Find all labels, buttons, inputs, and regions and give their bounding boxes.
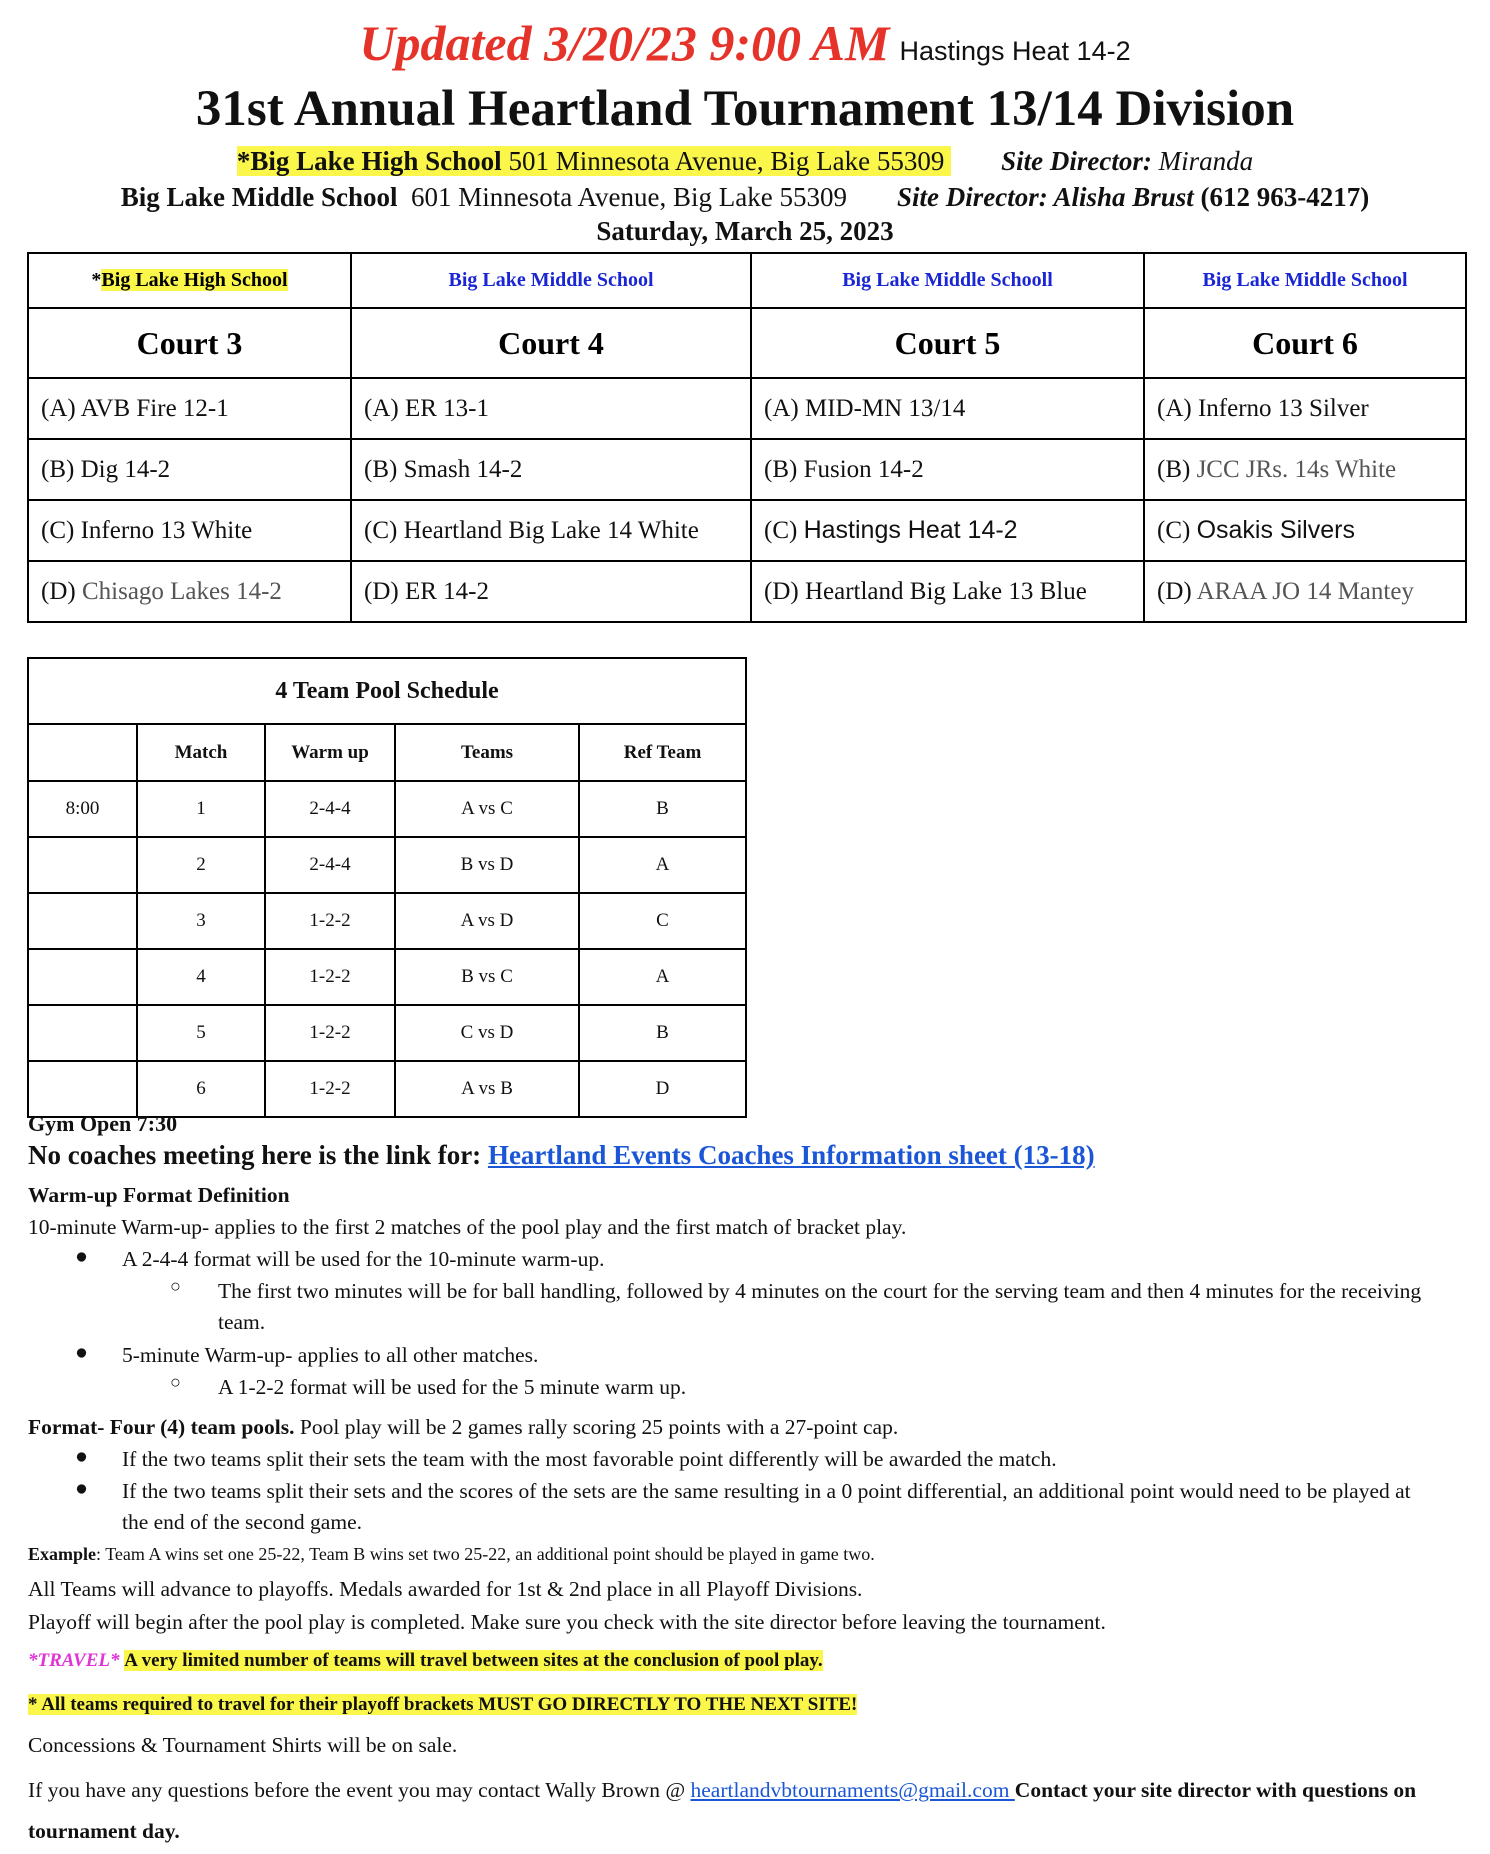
team-cell: (D) Heartland Big Lake 13 Blue: [751, 561, 1144, 622]
bullet-3: If the two teams split their sets the team with the most favorable point differently will be awarded the match.: [122, 1447, 1057, 1471]
cell-teams: A vs B: [395, 1061, 579, 1117]
team-cell: (D) ARAA JO 14 Mantey: [1144, 561, 1466, 622]
site1-star: *: [236, 146, 251, 176]
cell-ref: B: [579, 781, 746, 837]
sub-bullet-2: A 1-2-2 format will be used for the 5 minute warm up.: [218, 1375, 687, 1399]
site2-phone: (612 963-4217): [1193, 182, 1370, 212]
update-line: [0, 14, 1490, 72]
team-row-a: [28, 378, 1466, 439]
example-text: : Team A wins set one 25-22, Team B wins set two 25-22, an additional point should be played in game two.: [96, 1544, 875, 1564]
team-row-b: [28, 439, 1466, 500]
team-cell: (C) Heartland Big Lake 14 White: [351, 500, 751, 561]
travel-text: A very limited number of teams will travel between sites at the conclusion of pool play.: [124, 1650, 823, 1671]
site1-director-label: Site Director:: [1001, 146, 1152, 176]
site2-name: Big Lake Middle School: [120, 182, 398, 212]
travel-all: * All teams required to travel for their playoff brackets MUST GO DIRECTLY TO THE NEXT SITE!: [28, 1694, 858, 1715]
team-cell: (D) Chisago Lakes 14-2: [28, 561, 351, 622]
site1-address: 501 Minnesota Avenue, Big Lake 55309: [501, 146, 952, 176]
table-row: [28, 781, 746, 837]
format-rest: Pool play will be 2 games rally scoring 25 points with a 27-point cap.: [294, 1415, 899, 1439]
contact-prefix: If you have any questions before the event you may contact Wally Brown @: [28, 1778, 691, 1802]
circle-bullet-icon: ○: [170, 1372, 181, 1392]
playoff-line: Playoff will begin after the pool play is completed. Make sure you check with the site director before leaving the tournament.: [28, 1610, 1106, 1634]
site2-address: 601 Minnesota Avenue, Big Lake 55309: [411, 182, 847, 212]
cell-match: 4: [137, 949, 265, 1005]
team-cell: (B) Dig 14-2: [28, 439, 351, 500]
team-cell: (A) AVB Fire 12-1: [28, 378, 351, 439]
team-cell: (D) ER 14-2: [351, 561, 751, 622]
courts-table: [27, 252, 1467, 623]
bullet-1: A 2-4-4 format will be used for the 10-minute warm-up.: [122, 1247, 605, 1271]
site-cell: *Big Lake High School: [28, 253, 351, 308]
site2-director-label: Site Director: Alisha Brust: [896, 182, 1194, 212]
warmup-10: 10-minute Warm-up- applies to the first 2 matches of the pool play and the first match of bracket play.: [28, 1215, 907, 1239]
table-row: [28, 949, 746, 1005]
circle-bullet-icon: ○: [170, 1276, 181, 1296]
cell-warmup: 1-2-2: [265, 1005, 395, 1061]
pool-header: [28, 724, 137, 781]
site2-line: [0, 182, 1490, 213]
bullet-4: If the two teams split their sets and the scores of the sets are the same resulting in a 0 point differential, an additional point would need to be played at the end of the second game.: [122, 1479, 1411, 1534]
cell-warmup: 1-2-2: [265, 949, 395, 1005]
coaches-prefix: No coaches meeting here is the link for:: [28, 1140, 488, 1170]
travel-all-line: [28, 1689, 1468, 1720]
page-title: 31st Annual Heartland Tournament 13/14 Division: [195, 81, 1295, 137]
cell-teams: A vs D: [395, 893, 579, 949]
cell-warmup: 1-2-2: [265, 1061, 395, 1117]
pool-header: Warm up: [265, 724, 395, 781]
example-label: Example: [28, 1544, 97, 1564]
warmup-heading: Warm-up Format Definition: [28, 1183, 290, 1207]
court-name: Court 3: [28, 308, 351, 378]
bullet-icon: ●: [75, 1444, 88, 1468]
pool-header: Ref Team: [579, 724, 746, 781]
site1-name: Big Lake High School: [250, 146, 502, 176]
cell-teams: B vs D: [395, 837, 579, 893]
table-row: [28, 1005, 746, 1061]
team-cell: (A) Inferno 13 Silver: [1144, 378, 1466, 439]
table-row: [28, 893, 746, 949]
team-row-c: [28, 500, 1466, 561]
bullet-2: 5-minute Warm-up- applies to all other matches.: [122, 1343, 539, 1367]
coaches-info-link[interactable]: Heartland Events Coaches Information sheet (13-18): [487, 1140, 1095, 1170]
site-row: [28, 253, 1466, 308]
cell-ref: C: [579, 893, 746, 949]
pool-header-row: [28, 724, 746, 781]
bullet-icon: ●: [75, 1244, 88, 1268]
cell-match: 3: [137, 893, 265, 949]
bullet-icon: ●: [75, 1476, 88, 1500]
advance-line: All Teams will advance to playoffs. Medals awarded for 1st & 2nd place in all Playoff Divisions.: [28, 1577, 863, 1601]
cell-teams: B vs C: [395, 949, 579, 1005]
bullet-icon: ●: [75, 1340, 88, 1364]
concessions-line: Concessions & Tournament Shirts will be on sale.: [28, 1733, 458, 1757]
gym-open: Gym Open 7:30: [28, 1111, 178, 1136]
cell-match: 1: [137, 781, 265, 837]
cell-time: [28, 949, 137, 1005]
site-cell: Big Lake Middle School: [351, 253, 751, 308]
cell-time: 8:00: [28, 781, 137, 837]
format-bold: Format- Four (4) team pools.: [28, 1415, 295, 1439]
site1-line: [0, 146, 1490, 177]
team-cell: (C) Hastings Heat 14-2: [751, 500, 1144, 561]
cell-ref: A: [579, 949, 746, 1005]
team-cell: (B) Fusion 14-2: [751, 439, 1144, 500]
cell-ref: B: [579, 1005, 746, 1061]
pool-header: Match: [137, 724, 265, 781]
team-cell: (B) Smash 14-2: [351, 439, 751, 500]
cell-match: 6: [137, 1061, 265, 1117]
travel-tag: *TRAVEL*: [28, 1650, 120, 1671]
site-cell: Big Lake Middle Schooll: [751, 253, 1144, 308]
cell-ref: D: [579, 1061, 746, 1117]
contact-bold: Contact your site director with questions on tournament day.: [28, 1778, 1417, 1843]
table-row: [28, 837, 746, 893]
team-cell: (C) Inferno 13 White: [28, 500, 351, 561]
contact-email-link[interactable]: heartlandvbtournaments@gmail.com: [690, 1778, 1015, 1802]
court-name: Court 4: [351, 308, 751, 378]
coaches-line: [28, 1140, 1468, 1171]
pool-schedule-table: [27, 657, 747, 1118]
contact-line: [28, 1770, 1468, 1852]
team-cell: (A) MID-MN 13/14: [751, 378, 1144, 439]
site1-director: Miranda: [1151, 146, 1254, 176]
cell-teams: A vs C: [395, 781, 579, 837]
cell-warmup: 2-4-4: [265, 781, 395, 837]
team-cell: (C) Osakis Silvers: [1144, 500, 1466, 561]
cell-match: 2: [137, 837, 265, 893]
event-date: Saturday, March 25, 2023: [596, 216, 894, 246]
sub-bullet-1: The first two minutes will be for ball handling, followed by 4 minutes on the court for the serving team and then 4 minutes for the receiving team.: [218, 1279, 1422, 1334]
cell-time: [28, 893, 137, 949]
cell-warmup: 2-4-4: [265, 837, 395, 893]
cell-time: [28, 837, 137, 893]
pool-title: 4 Team Pool Schedule: [28, 658, 746, 724]
team-row-d: [28, 561, 1466, 622]
updated-stamp: Updated 3/20/23 9:00 AM: [359, 15, 890, 71]
cell-warmup: 1-2-2: [265, 893, 395, 949]
pool-header: Teams: [395, 724, 579, 781]
court-name: Court 6: [1144, 308, 1466, 378]
cell-ref: A: [579, 837, 746, 893]
cell-match: 5: [137, 1005, 265, 1061]
cell-teams: C vs D: [395, 1005, 579, 1061]
example-line: [28, 1539, 1468, 1570]
team-cell: (A) ER 13-1: [351, 378, 751, 439]
cell-time: [28, 1005, 137, 1061]
team-cell: (B) JCC JRs. 14s White: [1144, 439, 1466, 500]
court-name: Court 5: [751, 308, 1144, 378]
update-note: Hastings Heat 14-2: [899, 36, 1131, 66]
travel-line: [28, 1645, 1468, 1676]
format-line: [28, 1412, 1468, 1443]
court-row: [28, 308, 1466, 378]
site-cell: Big Lake Middle School: [1144, 253, 1466, 308]
